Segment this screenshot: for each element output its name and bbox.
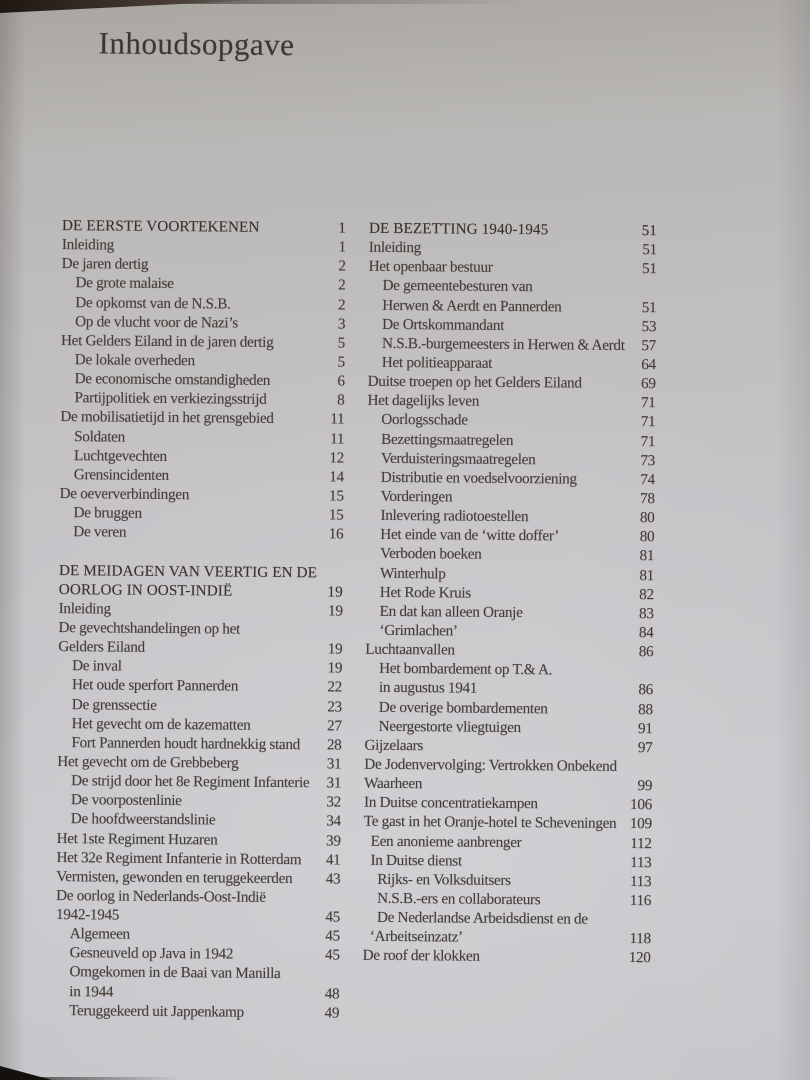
toc-entry-label: Het 1ste Regiment Huzaren	[56, 829, 218, 848]
toc-entry-page-number: 28	[326, 736, 342, 754]
toc-entry-label: Het oude sperfort Pannerden	[71, 676, 239, 695]
toc-entry-row	[57, 809, 341, 831]
toc-entry-label: OORLOG IN OOST-INDIË	[58, 580, 233, 600]
toc-entry-page-number: 99	[637, 777, 653, 795]
toc-entry-page-number: 69	[640, 375, 656, 393]
toc-entry-label: Inleiding	[58, 599, 111, 618]
toc-entry-page-number: 5	[337, 353, 345, 371]
toc-entry-label: Gesneuveld op Java in 1942	[69, 944, 234, 963]
toc-entry-row	[363, 889, 651, 911]
toc-entry-label: Soldaten	[74, 427, 126, 446]
toc-column-left	[55, 216, 346, 1022]
toc-entry-label: De gemeentebesturen van	[382, 277, 533, 296]
toc-entry-row	[57, 752, 341, 774]
toc-entry-label: Vorderingen	[380, 487, 453, 506]
toc-entry-row	[61, 312, 345, 334]
toc-entry-row	[368, 314, 656, 336]
toc-entry-row	[369, 257, 657, 279]
toc-entry-page-number: 8	[337, 391, 345, 409]
toc-entry-page-number: 2	[338, 257, 346, 275]
toc-entry-page-number: 45	[324, 946, 340, 964]
toc-entry-row	[368, 334, 656, 356]
toc-entry-page-number: 112	[630, 834, 652, 852]
toc-entry-page-number: 81	[639, 566, 655, 584]
toc-entry-page-number: 45	[325, 927, 340, 945]
toc-entry-page-number: 81	[639, 547, 655, 565]
toc-entry-row	[366, 525, 654, 547]
toc-entry-page-number: 15	[329, 487, 344, 505]
toc-entry-page-number: 16	[328, 525, 344, 543]
toc-entry-row	[57, 733, 341, 755]
toc-entry-page-number: 12	[329, 449, 345, 467]
toc-entry-row	[57, 829, 341, 851]
toc-entry-row	[367, 410, 655, 432]
toc-entry-row	[369, 238, 657, 260]
toc-entry-label: 1942-1945	[55, 906, 120, 924]
toc-entry-label: De lokale overheden	[74, 351, 195, 370]
toc-entry-row	[60, 446, 344, 468]
toc-entry-label: Rijks- en Volksduitsers	[377, 870, 511, 889]
toc-entry-row	[368, 372, 656, 394]
toc-entry-row	[61, 350, 345, 372]
toc-entry-label: Herwen & Aerdt en Pannerden	[382, 296, 562, 315]
toc-entry-row	[61, 369, 345, 391]
toc-entry-page-number: 71	[640, 413, 656, 431]
toc-entry-page-number: 82	[639, 585, 654, 603]
toc-entry-page-number: 31	[326, 755, 342, 773]
toc-entry-label: Gelders Eiland	[58, 638, 145, 656]
toc-entry-label: De grenssectie	[71, 695, 157, 714]
toc-entry-page-number: 1	[338, 219, 347, 237]
toc-entry-page-number: 91	[637, 719, 653, 737]
toc-entry-row	[366, 506, 654, 528]
toc-entry-page-number: 80	[639, 509, 655, 527]
toc-entry-row	[363, 850, 651, 872]
toc-entry-label: Waarheen	[364, 774, 423, 793]
toc-entry-page-number: 53	[641, 317, 657, 335]
toc-entry-page-number: 74	[640, 470, 655, 489]
toc-entry-label: DE EERSTE VOORTEKENEN	[61, 217, 260, 236]
toc-entry-label: De oeververbindingen	[59, 485, 190, 504]
toc-entry-label: En dat kan alleen Oranje	[379, 602, 523, 621]
toc-entry-label: N.S.B.-burgemeesters in Herwen & Aerdt	[381, 334, 625, 354]
toc-entry-label: Op de vlucht voor de Nazi’s	[75, 312, 238, 332]
toc-entry-page-number: 5	[337, 334, 346, 352]
toc-entry-page-number: 23	[327, 697, 342, 716]
toc-entry-page-number: 19	[327, 659, 343, 677]
toc-entry-page-number: 51	[641, 260, 657, 278]
toc-entry-page-number: 11	[330, 429, 345, 448]
toc-entry-row	[367, 429, 655, 451]
toc-entry-row	[59, 503, 343, 525]
toc-entry-label: Het politieapparaat	[381, 353, 493, 372]
toc-entry-label: Distributie en voedselvoorziening	[380, 468, 577, 488]
toc-entry-page-number: 19	[327, 583, 343, 601]
toc-entry-label: Vermisten, gewonden en teruggekeerden	[56, 867, 293, 887]
toc-entry-page-number: 57	[641, 336, 657, 355]
toc-entry-label: Inleiding	[61, 236, 115, 254]
toc-entry-label: DE BEZETTING 1940-1945	[368, 219, 549, 239]
toc-entry-label: Het openbaar bestuur	[368, 258, 493, 277]
toc-entry-row	[365, 659, 653, 681]
toc-entry-row	[365, 640, 653, 662]
toc-entry-label: Luchtgevechten	[73, 446, 167, 465]
toc-entry-label: Luchtaanvallen	[365, 640, 455, 659]
toc-entry-row	[368, 353, 656, 375]
toc-entry-page-number: 27	[326, 717, 342, 735]
toc-entry-label: Winterhulp	[379, 564, 446, 582]
toc-entry-row	[363, 927, 651, 949]
toc-entry-row	[366, 563, 654, 585]
toc-entry-page-number: 118	[629, 930, 651, 948]
toc-entry-row	[56, 943, 340, 965]
toc-entry-row	[57, 771, 341, 793]
toc-entry-row	[366, 544, 654, 566]
toc-entry-label: Oorlogsschade	[381, 411, 468, 430]
toc-entry-row	[364, 755, 652, 777]
toc-entry-page-number: 64	[641, 356, 656, 374]
toc-entry-page-number: 73	[640, 451, 656, 469]
toc-entry-row	[59, 599, 343, 621]
toc-entry-label: De mobilisatietijd in het grensgebied	[60, 408, 274, 428]
toc-entry-label: Verboden boeken	[380, 545, 482, 564]
toc-entry-row	[365, 678, 653, 700]
toc-entry-page-number: 41	[325, 851, 341, 869]
toc-entry-label: In Duitse concentratiekampen	[363, 793, 538, 813]
toc-entry-page-number: 78	[639, 490, 655, 508]
toc-entry-page-number: 39	[325, 831, 341, 850]
toc-entry-row	[56, 886, 340, 908]
toc-entry-row	[366, 602, 654, 624]
toc-entry-row	[363, 869, 651, 891]
toc-entry-row	[61, 293, 345, 315]
toc-entry-page-number: 11	[330, 410, 345, 428]
toc-entry-page-number: 43	[325, 870, 341, 888]
toc-entry-row	[56, 867, 340, 889]
toc-entry-label: De overige bombardementen	[378, 698, 548, 717]
toc-entry-label: ‘Arbeitseinzatz’	[369, 927, 463, 946]
toc-entry-label: Het 32e Regiment Infanterie in Rotterdam	[56, 848, 302, 868]
toc-entry-page-number: 83	[638, 604, 654, 623]
toc-entry-label: Een anonieme aanbrenger	[370, 832, 522, 851]
toc-entry-label: De Ortskommandant	[382, 315, 505, 334]
toc-entry-page-number: 1	[338, 238, 346, 256]
toc-entry-page-number: 14	[329, 468, 344, 486]
toc-entry-label: Inlevering radiotoestellen	[380, 506, 529, 526]
toc-entry-label: De Nederlandse Arbeidsdienst en de	[376, 908, 588, 928]
toc-entry-label: Het einde van de ‘witte doffer’	[380, 526, 560, 545]
toc-entry-row	[62, 254, 346, 276]
toc-heading-row	[59, 561, 343, 583]
toc-entry-row	[367, 487, 655, 509]
toc-entry-label: ‘Grimlachen’	[379, 621, 458, 640]
toc-entry-row	[60, 465, 344, 487]
toc-entry-row	[57, 790, 341, 812]
toc-entry-row	[55, 1001, 339, 1023]
toc-entry-row	[58, 656, 342, 678]
toc-entry-page-number: 84	[638, 624, 654, 642]
toc-column-right	[363, 219, 658, 968]
toc-entry-page-number: 32	[326, 793, 342, 811]
toc-entry-row	[62, 235, 346, 257]
toc-entry-label: Verduisteringsmaatregelen	[380, 449, 536, 468]
toc-entry-page-number: 15	[328, 506, 344, 524]
toc-entry-page-number: 49	[324, 1004, 340, 1022]
toc-entry-label: Het gevecht om de kazematten	[71, 714, 251, 734]
toc-entry-row	[60, 407, 344, 429]
toc-entry-label: Het Rode Kruis	[379, 583, 472, 602]
toc-entry-page-number: 45	[325, 908, 341, 926]
page-title: Inhoudsopgave	[98, 25, 295, 63]
toc-entry-row	[60, 427, 344, 449]
toc-entry-row	[363, 908, 651, 930]
toc-entry-row	[365, 716, 653, 738]
toc-entry-label: De hoofdweerstandslinie	[70, 810, 216, 829]
toc-entry-page-number: 19	[327, 640, 343, 658]
toc-entry-label: Het gevecht om de Grebbeberg	[57, 752, 239, 772]
toc-entry-label: Inleiding	[368, 238, 422, 257]
toc-entry-row	[61, 331, 345, 353]
toc-entry-row	[367, 468, 655, 490]
toc-entry-page-number: 113	[630, 853, 652, 871]
toc-entry-label: De inval	[72, 657, 122, 675]
toc-spacer	[59, 541, 343, 563]
toc-heading-row	[369, 219, 657, 241]
toc-entry-row	[58, 695, 342, 717]
toc-entry-label: Het dagelijks leven	[367, 391, 480, 410]
toc-entry-row	[58, 714, 342, 736]
toc-entry-row	[56, 905, 340, 927]
toc-entry-label: In Duitse dienst	[370, 851, 462, 870]
toc-entry-row	[364, 812, 652, 834]
toc-entry-row	[363, 946, 651, 968]
toc-entry-label: N.S.B.-ers en collaborateurs	[377, 889, 541, 909]
toc-entry-label: Duitse troepen op het Gelders Eiland	[367, 372, 582, 392]
toc-entry-row	[368, 276, 656, 298]
toc-entry-page-number: 31	[326, 774, 342, 792]
toc-entry-page-number: 48	[324, 985, 340, 1003]
toc-entry-row	[59, 522, 343, 544]
toc-entry-label: De veren	[73, 523, 127, 541]
toc-entry-page-number: 2	[337, 296, 346, 314]
toc-entry-label: De grote malaise	[75, 274, 174, 293]
toc-entry-row	[58, 637, 342, 659]
toc-entry-label: Gijzelaars	[364, 736, 424, 755]
toc-entry-page-number: 97	[637, 738, 653, 757]
toc-entry-label: De opkomst van de N.S.B.	[75, 293, 231, 313]
toc-entry-row	[366, 582, 654, 604]
toc-entry-row	[364, 736, 652, 758]
toc-entry-page-number: 2	[338, 276, 346, 294]
toc-entry-row	[61, 273, 345, 295]
toc-entry-page-number: 34	[326, 812, 341, 830]
toc-entry-row	[60, 484, 344, 506]
toc-entry-label: Partijpolitiek en verkiezingsstrijd	[74, 389, 267, 409]
toc-entry-label: Bezettingsmaatregelen	[381, 430, 514, 449]
toc-entry-row	[364, 774, 652, 796]
toc-entry-row	[367, 391, 655, 413]
toc-entry-page-number: 80	[639, 528, 655, 546]
toc-entry-page-number: 51	[641, 298, 657, 316]
toc-entry-row	[364, 831, 652, 853]
toc-entry-label: De strijd door het 8e Regiment Infanterie	[71, 772, 310, 792]
toc-entry-row	[56, 848, 340, 870]
toc-entry-label: Het bombardement op T.& A.	[379, 660, 553, 679]
toc-entry-label: in 1944	[69, 982, 114, 1001]
toc-entry-label: DE MEIDAGEN VAN VEERTIG EN DE	[58, 561, 318, 581]
toc-entry-label: De bruggen	[73, 504, 142, 522]
toc-entry-label: Neergestorte vliegtuigen	[378, 717, 521, 736]
toc-entry-label: De oorlog in Nederlands-Oost-Indië	[56, 886, 266, 906]
toc-entry-label: De Jodenvervolging: Vertrokken Onbekend	[364, 755, 617, 775]
toc-entry-row	[60, 388, 344, 410]
toc-entry-row	[364, 793, 652, 815]
toc-entry-label: De roof der klokken	[362, 947, 480, 966]
toc-entry-page-number: 6	[337, 372, 345, 390]
toc-entry-label: Het Gelders Eiland in de jaren dertig	[60, 331, 274, 351]
toc-entry-page-number: 71	[640, 394, 656, 412]
toc-entry-label: Te gast in het Oranje-hotel te Scheveningen	[363, 813, 617, 833]
toc-entry-label: Teruggekeerd uit Jappenkamp	[69, 1001, 244, 1021]
toc-entry-page-number: 116	[629, 891, 652, 910]
toc-entry-label: De gevechtshandelingen op het	[58, 618, 241, 638]
toc-entry-page-number: 3	[337, 315, 346, 333]
toc-entry-page-number: 71	[640, 432, 656, 450]
toc-entry-page-number: 113	[629, 872, 652, 891]
toc-entry-row	[367, 448, 655, 470]
toc-entry-page-number: 109	[629, 815, 652, 833]
toc-entry-page-number: 51	[641, 222, 658, 240]
toc-entry-row	[365, 621, 653, 643]
toc-entry-page-number: 51	[642, 241, 657, 259]
toc-entry-row	[55, 982, 339, 1004]
toc-entry-page-number: 88	[638, 700, 653, 718]
toc-entry-page-number: 120	[628, 949, 651, 967]
toc-entry-page-number: 22	[327, 678, 343, 696]
toc-entry-row	[365, 697, 653, 719]
toc-entry-label: De jaren dertig	[61, 255, 149, 274]
toc-heading-row	[62, 216, 346, 238]
toc-entry-label: Fort Pannerden houdt hardnekkig stand	[71, 733, 301, 753]
toc-entry-row	[58, 618, 342, 640]
toc-entry-row	[368, 295, 656, 317]
toc-entry-page-number: 19	[327, 602, 343, 620]
toc-entry-page-number: 106	[630, 796, 653, 814]
toc-entry-label: Omgekomen in de Baai van Manilla	[69, 963, 281, 983]
toc-entry-row	[58, 675, 342, 697]
toc-entry-label: in augustus 1941	[378, 679, 478, 698]
toc-entry-label: De voorpostenlinie	[70, 791, 182, 810]
toc-entry-label: De economische omstandigheden	[74, 370, 271, 390]
toc-heading-row	[59, 580, 343, 602]
toc-entry-row	[55, 963, 339, 985]
toc-entry-row	[56, 924, 340, 946]
toc-entry-page-number: 86	[638, 643, 654, 661]
toc-entry-label: Grensincidenten	[73, 466, 169, 484]
toc-entry-page-number: 86	[638, 681, 654, 699]
toc-entry-label: Algemeen	[69, 925, 130, 943]
